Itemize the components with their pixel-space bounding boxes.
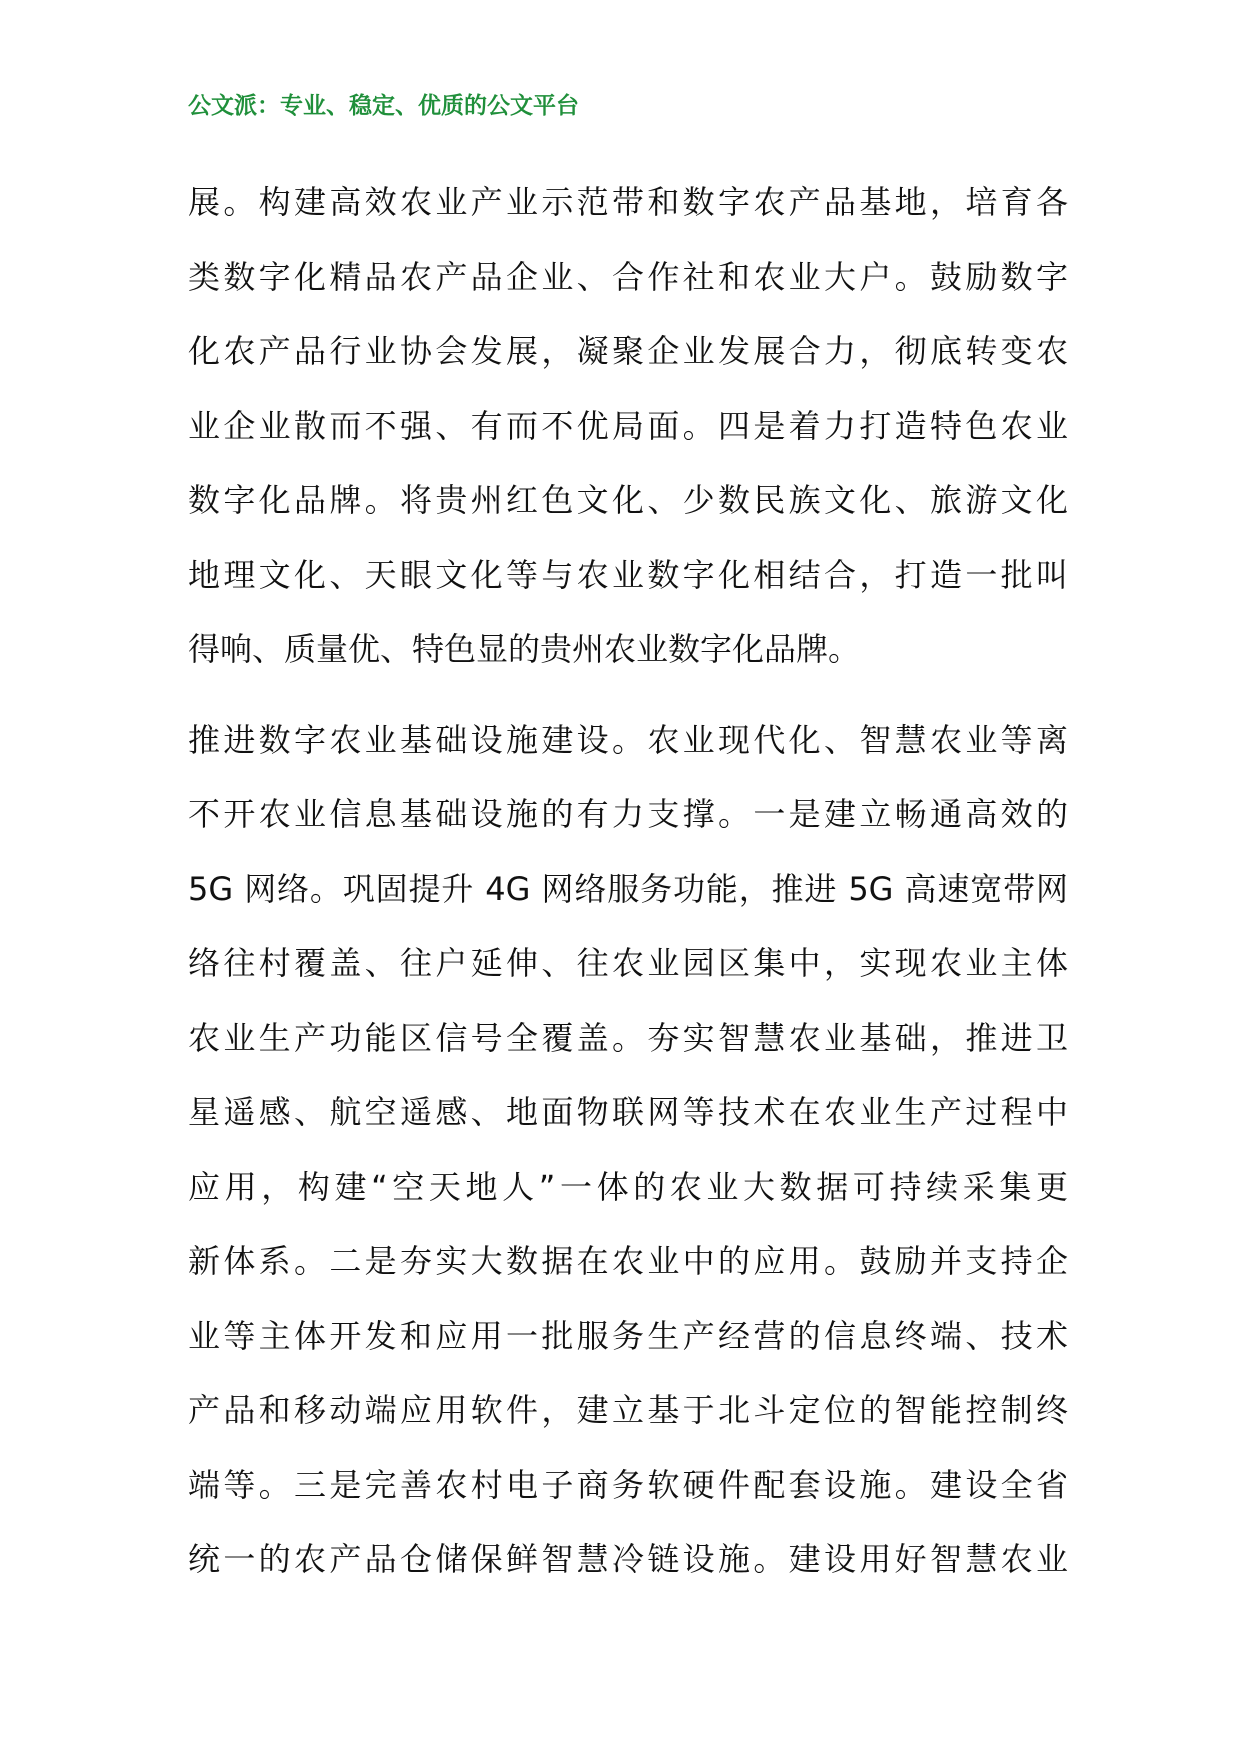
text-line: 农业生产功能区信号全覆盖。夯实智慧农业基础，推进卫 — [188, 1018, 1068, 1057]
text-line: 络往村覆盖、往户延伸、往农业园区集中，实现农业主体 — [188, 944, 1068, 982]
text-line: 业企业散而不强、有而不优局面。四是着力打造特色农业 — [188, 406, 1068, 445]
text-line: 类数字化精品农产品企业、合作社和农业大户。鼓励数字 — [188, 257, 1068, 296]
text-line: 5G 网络。巩固提升 4G 网络服务功能，推进 5G 高速宽带网 — [188, 869, 1068, 908]
text-line: 应用，构建“空天地人”一体的农业大数据可持续采集更 — [188, 1167, 1068, 1206]
text-line: 不开农业信息基础设施的有力支撑。一是建立畅通高效的 — [188, 795, 1068, 833]
text-line: 得响、质量优、特色显的贵州农业数字化品牌。 — [188, 630, 861, 668]
text-line: 化农产品行业协会发展，凝聚企业发展合力，彻底转变农 — [188, 332, 1068, 370]
text-line: 统一的农产品仓储保鲜智慧冷链设施。建设用好智慧农业 — [188, 1540, 1068, 1578]
text-line: 端等。三是完善农村电子商务软硬件配套设施。建设全省 — [188, 1465, 1068, 1504]
paragraph-2 — [188, 703, 1068, 1597]
text-line: 产品和移动端应用软件，建立基于北斗定位的智能控制终 — [188, 1391, 1068, 1429]
paragraph-1 — [188, 165, 1068, 687]
text-line: 展。构建高效农业产业示范带和数字农产品基地，培育各 — [188, 183, 1068, 221]
page-header: 公文派：专业、稳定、优质的公文平台 — [188, 92, 579, 119]
text-line: 地理文化、天眼文化等与农业数字化相结合，打造一批叫 — [188, 555, 1068, 594]
text-line: 推进数字农业基础设施建设。农业现代化、智慧农业等离 — [188, 720, 1068, 759]
text-line: 数字化品牌。将贵州红色文化、少数民族文化、旅游文化 — [188, 481, 1068, 519]
document-body — [188, 165, 1068, 1613]
text-line: 星遥感、航空遥感、地面物联网等技术在农业生产过程中 — [188, 1093, 1068, 1131]
text-line: 新体系。二是夯实大数据在农业中的应用。鼓励并支持企 — [188, 1242, 1068, 1280]
text-line: 业等主体开发和应用一批服务生产经营的信息终端、技术 — [188, 1316, 1068, 1355]
